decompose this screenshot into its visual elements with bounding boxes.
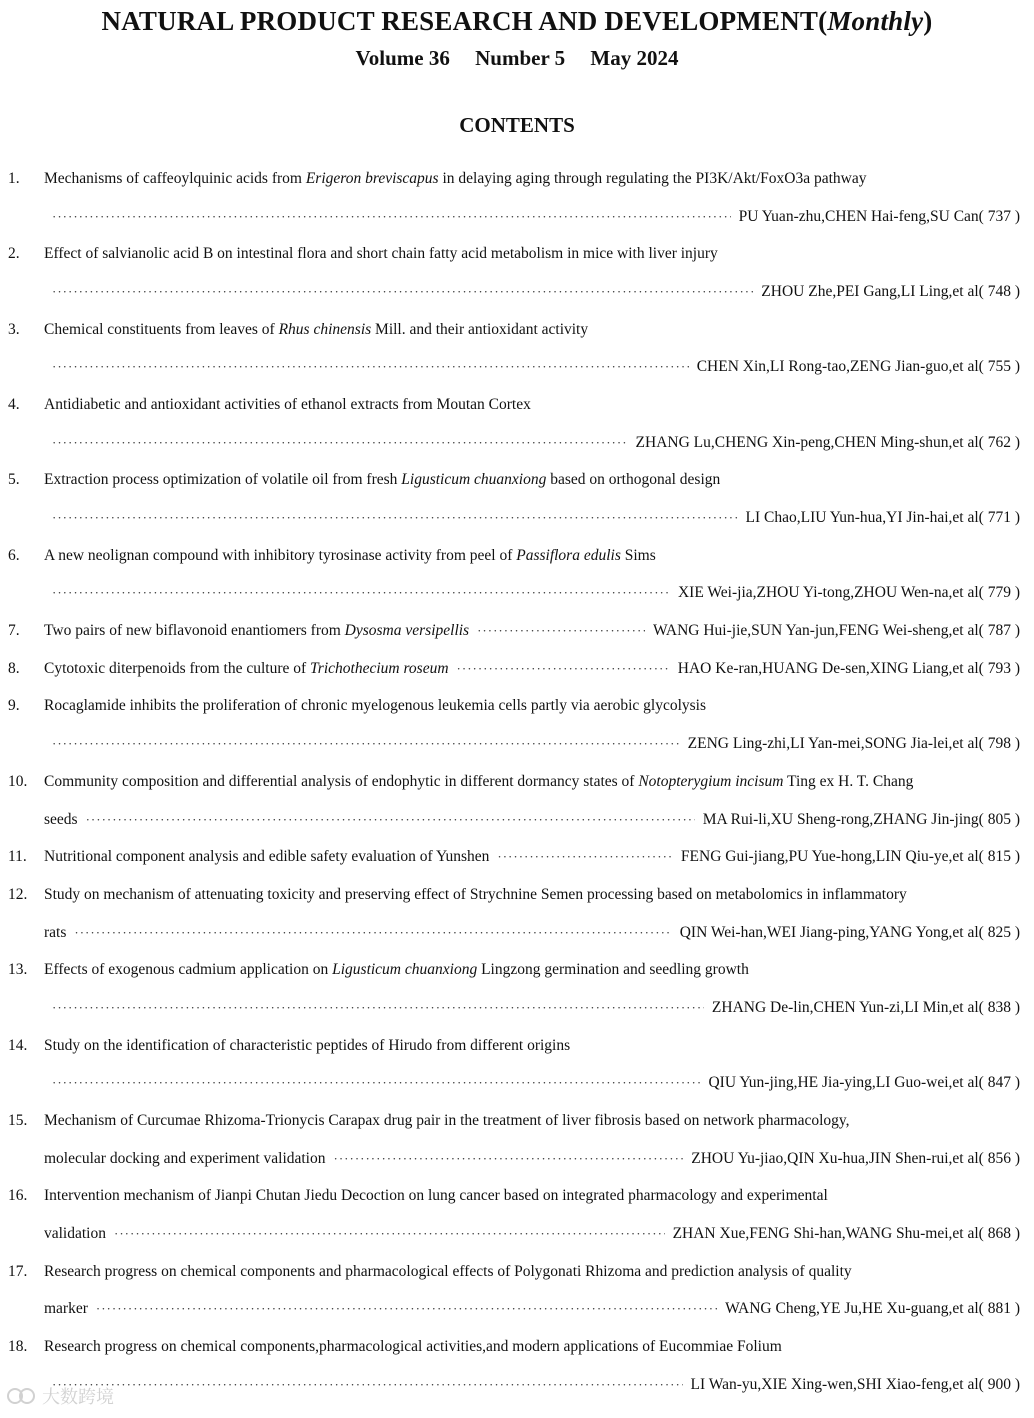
entry-title [44,660,449,678]
toc-entry-title-line [0,160,1034,198]
issue-line [0,46,1034,71]
entry-title-part: Rocaglamide inhibits the proliferation of chronic myelogenous leukemia cells partly via aerobic glycolysis [44,697,707,715]
entry-page: ( 847 ) [978,1074,1020,1092]
entry-title [44,1338,782,1356]
leader-dots [52,284,753,300]
entry-title [44,396,531,414]
entry-page: ( 798 ) [978,735,1020,753]
entry-title [44,773,913,791]
leader-dots [114,1226,665,1242]
toc-entry-title-line [0,537,1034,575]
entry-number: 14. [8,1036,28,1054]
watermark-logo-icon [6,1385,36,1407]
toc-entry-author-line [0,499,1034,537]
entry-page: ( 762 ) [978,433,1020,451]
entry-title [44,1263,852,1281]
monthly-paren-open: ( [818,6,828,36]
entry-page: ( 868 ) [978,1225,1020,1243]
entry-number: 15. [8,1112,28,1130]
toc-entry-author-line [0,273,1034,311]
entry-page: ( 815 ) [978,848,1020,866]
entry-title [44,697,706,715]
toc-entry-author-line [0,198,1034,236]
entry-number: 5. [8,471,20,489]
toc-entry-title-line [0,1178,1034,1216]
entry-title [44,622,469,640]
entry-title-part: Antidiabetic and antioxidant activities of ethanol extracts from Moutan Cortex [44,395,531,413]
entry-title-part: Community composition and differential analysis of endophytic in different dormancy states of [44,772,639,790]
toc-entry [0,650,1034,688]
entry-title-part: Mill. and their antioxidant activity [371,320,589,338]
entry-page: ( 748 ) [978,282,1020,300]
toc-entry-author-line [0,725,1034,763]
toc-entry-author-line [0,1215,1034,1253]
entry-title-part: Sims [620,546,656,564]
entry-title-species: Trichothecium roseum [310,659,449,677]
entry-title-part: A new neolignan compound with inhibitory tyrosinase activity from peel of [44,546,517,564]
entry-authors: QIN Wei-han,WEI Jiang-ping,YANG Yong,et al [679,923,979,941]
entry-title-part: Intervention mechanism of Jianpi Chutan Jiedu Decoction on lung cancer based on integrated pharmacology and experimental [44,1187,828,1205]
entry-authors: FENG Gui-jiang,PU Yue-hong,LIN Qiu-ye,et al [680,848,979,866]
contents-heading: CONTENTS [459,113,575,137]
toc-entry-title-line [0,650,1034,688]
entry-number: 16. [8,1187,28,1205]
leader-dots [52,736,680,752]
entry-authors: QIU Yun-jing,HE Jia-ying,LI Guo-wei,et al [708,1074,979,1092]
leader-dots [52,585,670,601]
entry-title-part: Cytotoxic diterpenoids from the culture of [44,659,311,677]
entry-page: ( 779 ) [978,584,1020,602]
entry-number: 7. [8,622,20,640]
entry-title-continuation: marker [44,1300,88,1318]
entry-authors: ZHANG De-lin,CHEN Yun-zi,LI Min,et al [711,998,979,1016]
entry-title-part: Lingzong germination and seedling growth [477,961,749,979]
toc-entry-author-line [0,1065,1034,1103]
leader-dots [52,359,689,375]
entry-page: ( 737 ) [978,207,1020,225]
toc-entry [0,537,1034,612]
journal-title [0,6,1034,37]
entry-page: ( 825 ) [978,923,1020,941]
entry-number: 17. [8,1262,28,1280]
entry-title-part: Chemical constituents from leaves of [44,320,279,338]
entry-number: 11. [8,848,27,866]
leader-dots [96,1301,717,1317]
toc-entry-title-line [0,386,1034,424]
toc-entry-title-line [0,1328,1034,1366]
toc-entry [0,1253,1034,1328]
leader-dots [52,209,731,225]
entry-page: ( 771 ) [978,509,1020,527]
entry-title [44,245,718,263]
toc-entry-title-line [0,951,1034,989]
entry-title-continuation: seeds [44,810,78,828]
entry-title-continuation: validation [44,1225,106,1243]
toc-entry-title-line [0,838,1034,876]
issue-date: May 2024 [590,46,679,70]
toc-entry [0,235,1034,310]
entry-authors: WANG Hui-jie,SUN Yan-jun,FENG Wei-sheng,et al [653,622,979,640]
toc-entry-title-line [0,1253,1034,1291]
entry-title-part: Nutritional component analysis and edible safety evaluation of Yunshen [44,848,490,866]
table-of-contents [0,160,1034,1404]
toc-entry [0,612,1034,650]
entry-title [44,321,588,339]
toc-entry-title-line [0,612,1034,650]
toc-entry [0,160,1034,235]
toc-entry-title-line [0,1027,1034,1065]
toc-entry-title-line [0,876,1034,914]
entry-title-part: Study on the identification of characteristic peptides of Hirudo from different origins [44,1036,571,1054]
entry-title-species: Dysosma versipellis [344,622,470,640]
entry-title-part: Research progress on chemical components and pharmacological effects of Polygonati Rhizoma and prediction analysis of quality [44,1262,852,1280]
entry-page: ( 838 ) [978,998,1020,1016]
entry-number: 6. [8,546,20,564]
entry-title-continuation: rats [44,923,67,941]
toc-entry-author-line [0,1291,1034,1329]
entry-authors: WANG Cheng,YE Ju,HE Xu-guang,et al [725,1300,979,1318]
toc-entry [0,876,1034,951]
toc-entry [0,386,1034,461]
leader-dots [74,925,671,941]
entry-title-species: Ligusticum chuanxiong [401,471,547,489]
entry-title-part: Ting ex H. T. Chang [783,772,914,790]
entry-title-species: Notopterygium incisum [638,772,784,790]
entry-title [44,547,656,565]
entry-page: ( 856 ) [978,1149,1020,1167]
toc-entry-author-line [0,989,1034,1027]
entry-authors: ZHAN Xue,FENG Shi-han,WANG Shu-mei,et al [672,1225,979,1243]
entry-number: 13. [8,961,28,979]
leader-dots [52,1377,683,1393]
journal-title-text: NATURAL PRODUCT RESEARCH AND DEVELOPMENT [101,6,819,36]
entry-page: ( 900 ) [978,1375,1020,1393]
entry-authors: LI Chao,LIU Yun-hua,YI Jin-hai,et al [745,509,979,527]
toc-entry [0,311,1034,386]
toc-entry-author-line [0,914,1034,952]
entry-authors: ZHOU Zhe,PEI Gang,LI Ling,et al [761,282,979,300]
leader-dots [52,510,738,526]
entry-authors: LI Wan-yu,XIE Xing-wen,SHI Xiao-feng,et al [690,1375,979,1393]
toc-entry-author-line [0,575,1034,613]
entry-title-part: Mechanism of Curcumae Rhizoma-Trionycis Carapax drug pair in the treatment of liver fibrosis based on network pharmacology, [44,1112,850,1130]
entry-title [44,1187,828,1205]
toc-entry-title-line [0,763,1034,801]
entry-title [44,961,749,979]
toc-entry [0,1178,1034,1253]
toc-entry [0,1328,1034,1403]
entry-title-part: Study on mechanism of attenuating toxicity and preserving effect of Strychnine Semen processing based on metabolomics in inflammatory [44,885,907,903]
entry-authors: XIE Wei-jia,ZHOU Yi-tong,ZHOU Wen-na,et al [677,584,979,602]
entry-title-part: based on orthogonal design [546,471,721,489]
entry-title-species: Passiflora edulis [516,546,621,564]
entry-number: 8. [8,659,20,677]
entry-number: 12. [8,885,28,903]
entry-title [44,1037,570,1055]
toc-entry [0,462,1034,537]
entry-number: 2. [8,245,20,263]
leader-dots [52,1075,700,1091]
entry-title-species: Rhus chinensis [278,320,372,338]
toc-entry [0,763,1034,838]
entry-title-species: Ligusticum chuanxiong [332,961,478,979]
entry-title-part: in delaying aging through regulating the PI3K/Akt/FoxO3a pathway [438,169,867,187]
toc-entry-author-line [0,424,1034,462]
entry-title-part: Mechanisms of caffeoylquinic acids from [44,169,306,187]
entry-page: ( 787 ) [978,622,1020,640]
entry-title-part: Two pairs of new biflavonoid enantiomers from [44,622,345,640]
toc-entry [0,951,1034,1026]
toc-entry-title-line [0,311,1034,349]
entry-title [44,170,866,188]
entry-title-species: Erigeron breviscapus [305,169,439,187]
leader-dots [477,623,645,639]
leader-dots [52,435,628,451]
journal-frequency: Monthly [827,6,924,36]
entry-page: ( 755 ) [978,358,1020,376]
entry-number: 9. [8,697,20,715]
entry-authors: ZHOU Yu-jiao,QIN Xu-hua,JIN Shen-rui,et al [691,1149,979,1167]
entry-authors: ZHANG Lu,CHENG Xin-peng,CHEN Ming-shun,et al [635,433,979,451]
entry-authors: HAO Ke-ran,HUANG De-sen,XING Liang,et al [677,659,979,677]
leader-dots [334,1151,684,1167]
entry-title [44,848,489,866]
toc-entry-title-line [0,1102,1034,1140]
toc-entry [0,688,1034,763]
entry-authors: CHEN Xin,LI Rong-tao,ZENG Jian-guo,et al [696,358,979,376]
toc-entry-title-line [0,235,1034,273]
entry-authors: ZENG Ling-zhi,LI Yan-mei,SONG Jia-lei,et al [687,735,979,753]
entry-authors: MA Rui-li,XU Sheng-rong,ZHANG Jin-jing [702,810,979,828]
entry-authors: PU Yuan-zhu,CHEN Hai-feng,SU Can [738,207,979,225]
toc-entry [0,1027,1034,1102]
leader-dots [86,812,695,828]
leader-dots [52,1000,704,1016]
entry-number: 10. [8,772,28,790]
leader-dots [457,661,670,677]
toc-entry [0,838,1034,876]
watermark-text: 大数跨境 [42,1387,114,1408]
entry-number: 1. [8,169,20,187]
toc-entry-author-line [0,1140,1034,1178]
toc-entry-author-line [0,348,1034,386]
toc-entry-title-line [0,688,1034,726]
entry-title [44,1112,850,1130]
number: Number 5 [475,46,566,70]
leader-dots [497,849,673,865]
entry-page: ( 881 ) [978,1300,1020,1318]
entry-title-part: Research progress on chemical components,pharmacological activities,and modern applications of Eucommiae Folium [44,1338,782,1356]
toc-entry-author-line [0,1366,1034,1404]
entry-page: ( 805 ) [978,810,1020,828]
entry-number: 3. [8,320,20,338]
entry-page: ( 793 ) [978,659,1020,677]
entry-title [44,471,720,489]
entry-number: 4. [8,395,20,413]
volume: Volume 36 [355,46,450,70]
entry-title-part: Effects of exogenous cadmium application on [44,961,333,979]
entry-title-part: Extraction process optimization of volatile oil from fresh [44,471,402,489]
entry-title-part: Effect of salvianolic acid B on intestinal flora and short chain fatty acid metabolism in mice with liver injury [44,245,718,263]
watermark [6,1383,114,1409]
entry-number: 18. [8,1338,28,1356]
entry-title-continuation: molecular docking and experiment validation [44,1149,326,1167]
toc-entry-title-line [0,462,1034,500]
toc-entry-author-line [0,801,1034,839]
toc-entry [0,1102,1034,1177]
monthly-paren-close: ) [923,6,933,36]
entry-title [44,886,907,904]
